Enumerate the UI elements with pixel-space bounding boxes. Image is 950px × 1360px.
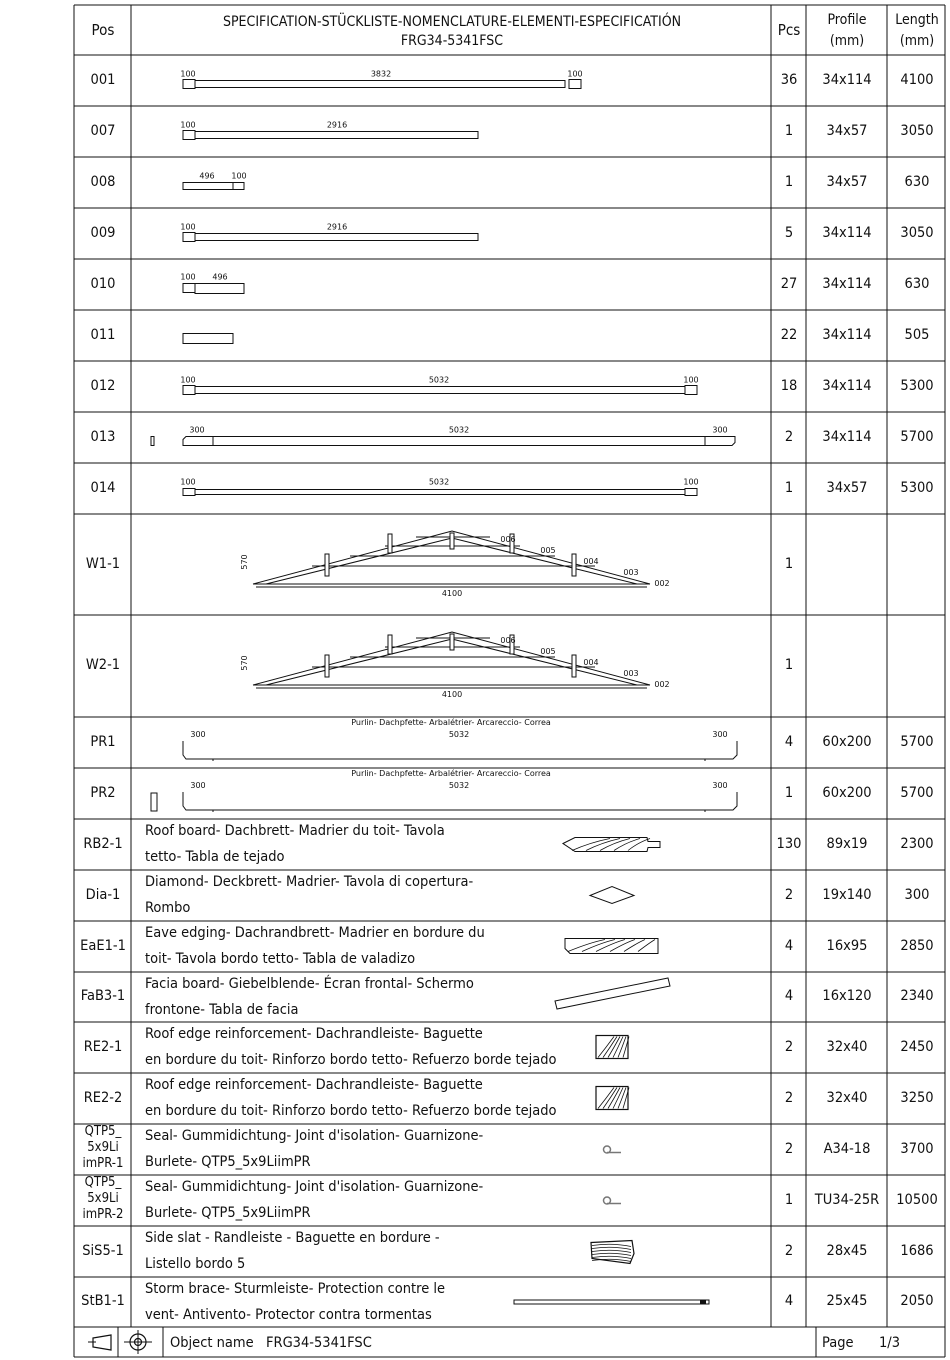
end-profile: [151, 437, 154, 446]
row-description-line: vent- Antivento- Protector contra tormentas: [145, 1307, 432, 1323]
row-pos: 010: [90, 275, 116, 292]
dim-label: 300: [189, 425, 205, 435]
row-pcs: 130: [776, 835, 802, 852]
part-bar: [183, 183, 233, 190]
row-profile: 19x140: [822, 886, 872, 903]
row-pcs: 4: [784, 937, 794, 954]
dim-label: 5032: [448, 781, 470, 790]
dim-label: 2916: [326, 120, 348, 130]
dim-label: 4100: [441, 690, 463, 699]
row-description-line: Seal- Gummidichtung- Joint d'isolation- Guarnizone-: [145, 1179, 484, 1195]
edge-reinforcement-profile-icon: [596, 1087, 629, 1110]
truss-part-label: 004: [583, 658, 599, 667]
row-profile: 89x19: [826, 835, 868, 852]
row-pos: 008: [90, 173, 116, 190]
dim-label: 100: [180, 375, 196, 385]
row-pcs: 2: [784, 1038, 794, 1055]
row-description-line: Listello bordo 5: [145, 1256, 246, 1272]
header-subtitle: FRG34-5341FSC: [400, 33, 504, 49]
header-pos: Pos: [91, 21, 115, 39]
row-pcs: 1: [784, 784, 794, 801]
row-pcs: 27: [780, 275, 798, 292]
row-profile: 34x114: [822, 326, 872, 343]
header-length: Length: [895, 12, 939, 28]
row-pos: PR2: [90, 784, 116, 801]
dim-label: 5032: [428, 375, 450, 385]
row-pos-line: imPR-1: [82, 1156, 124, 1171]
dim-label: 100: [567, 69, 583, 79]
edge-reinforcement-profile-icon: [596, 1036, 629, 1059]
page-number: 1/3: [879, 1335, 900, 1351]
row-pos-line: imPR-2: [82, 1207, 124, 1222]
row-pos: 007: [90, 122, 116, 139]
row-description-line: Burlete- QTP5_5x9LiimPR: [145, 1154, 311, 1170]
row-pos: StB1-1: [81, 1293, 125, 1309]
part-caption: Purlin- Dachpfette- Arbalétrier- Arcareccio- Correa: [351, 769, 551, 778]
row-profile: 60x200: [822, 784, 872, 801]
row-length: 3250: [900, 1089, 934, 1106]
dim-label: 300: [190, 730, 206, 739]
row-length: 5700: [900, 733, 934, 750]
page-label: Page: [822, 1335, 854, 1351]
row-pos: W1-1: [85, 555, 121, 572]
part-bar: [183, 334, 233, 344]
end-block: [183, 233, 195, 242]
row-profile: 34x114: [822, 224, 872, 241]
row-description-line: Side slat - Randleiste - Baguette en bordure -: [145, 1230, 440, 1246]
dim-label: 5032: [428, 477, 450, 487]
first-angle-projection-icon: [88, 1330, 152, 1354]
side-slat-profile-icon: [591, 1241, 634, 1264]
row-description-line: Roof board- Dachbrett- Madrier du toit- Tavola: [145, 823, 445, 839]
row-pcs: 5: [784, 224, 794, 241]
dim-label: 3832: [370, 69, 392, 79]
row-pcs: 1: [784, 122, 794, 139]
purlin-bar: [183, 741, 737, 759]
truss-part-label: 003: [623, 669, 639, 678]
row-pos: 014: [90, 479, 116, 496]
end-block: [685, 489, 697, 496]
row-profile: TU34-25R: [814, 1191, 880, 1208]
row-pos: SiS5-1: [82, 1242, 124, 1259]
row-profile: 34x57: [826, 479, 868, 496]
row-pos: 001: [90, 71, 116, 88]
part-bar: [195, 81, 565, 88]
end-block: [685, 386, 697, 395]
dim-label: 5032: [448, 730, 470, 739]
end-block: [183, 284, 195, 293]
dim-label: 100: [180, 477, 196, 487]
dim-label: 570: [240, 554, 249, 570]
storm-brace-icon: [514, 1300, 709, 1304]
row-profile: 32x40: [826, 1038, 868, 1055]
row-profile: 32x40: [826, 1089, 868, 1106]
truss-part-label: 002: [654, 680, 670, 689]
row-description-line: Diamond- Deckbrett- Madrier- Tavola di copertura-: [145, 874, 474, 890]
row-pcs: 18: [780, 377, 798, 394]
row-description-line: frontone- Tabla de facia: [145, 1002, 299, 1018]
dim-label: 300: [712, 730, 728, 739]
object-name-label: Object name: [170, 1335, 254, 1351]
row-pcs: 4: [784, 988, 794, 1004]
dim-label: 100: [180, 120, 196, 130]
truss-part-label: 005: [540, 546, 556, 555]
row-description-line: Storm brace- Sturmleiste- Protection contre le: [145, 1281, 446, 1297]
row-pcs: 2: [784, 1089, 794, 1106]
row-description-line: tetto- Tabla de tejado: [145, 849, 285, 865]
row-length: 3050: [900, 122, 934, 139]
row-pcs: 1: [784, 1191, 794, 1208]
row-pos: EaE1-1: [80, 937, 126, 954]
dim-label: 5032: [448, 425, 470, 435]
dim-label: 100: [231, 171, 247, 181]
row-description-line: Facia board- Giebelblende- Écran frontal- Schermo: [145, 976, 474, 992]
row-profile: 25x45: [826, 1293, 868, 1309]
row-description-line: en bordure du toit- Rinforzo bordo tetto- Refuerzo borde tejado: [145, 1103, 557, 1119]
row-description-line: Seal- Gummidichtung- Joint d'isolation- Guarnizone-: [145, 1128, 484, 1144]
row-profile: 34x114: [822, 275, 872, 292]
row-length: 2340: [900, 988, 934, 1004]
row-length: 5300: [900, 377, 934, 394]
dim-label: 100: [180, 272, 196, 282]
row-length: 3050: [900, 224, 934, 241]
row-pcs: 1: [784, 479, 794, 496]
row-description-line: toit- Tavola bordo tetto- Tabla de valadizo: [145, 951, 416, 967]
row-pos-line: QTP5_: [84, 1124, 122, 1139]
row-pcs: 4: [784, 1293, 794, 1309]
row-pcs: 2: [784, 428, 794, 445]
truss-part-label: 006: [500, 535, 516, 544]
row-description-line: Roof edge reinforcement- Dachrandleiste- Baguette: [145, 1077, 483, 1093]
row-pcs: 1: [784, 173, 794, 190]
row-pcs: 1: [784, 657, 794, 673]
header-pcs: Pcs: [777, 21, 801, 39]
row-pcs: 4: [784, 733, 794, 750]
row-length: 2300: [900, 835, 934, 852]
facia-board-icon: [555, 978, 670, 1009]
seal-profile-icon: [604, 1197, 622, 1204]
row-pos: RB2-1: [83, 835, 123, 852]
row-pos: FaB3-1: [80, 988, 126, 1004]
row-pcs: 2: [784, 886, 794, 903]
purlin-bar: [183, 792, 737, 810]
part-bar: [195, 387, 685, 394]
part-bar: [195, 132, 478, 139]
row-pos: 013: [90, 428, 116, 445]
row-length: 5700: [900, 428, 934, 445]
truss-part-label: 005: [540, 647, 556, 656]
end-block: [183, 489, 195, 496]
row-pos: W2-1: [85, 657, 121, 673]
part-bar: [213, 437, 705, 446]
row-description-line: Eave edging- Dachrandbrett- Madrier en bordure du: [145, 925, 485, 941]
row-description-line: en bordure du toit- Rinforzo bordo tetto- Refuerzo borde tejado: [145, 1052, 557, 1068]
dim-label: 100: [683, 375, 699, 385]
row-pos: RE2-1: [83, 1038, 123, 1055]
row-pcs: 2: [784, 1140, 794, 1157]
row-pos: Dia-1: [85, 886, 121, 903]
row-pos-line: 5x9Li: [87, 1191, 119, 1206]
row-length: 2850: [900, 937, 934, 954]
row-length: 630: [904, 173, 930, 190]
row-pos: 011: [90, 326, 116, 343]
row-description-line: Rombo: [145, 900, 191, 916]
part-caption: Purlin- Dachpfette- Arbalétrier- Arcareccio- Correa: [351, 718, 551, 727]
part-bar: [195, 234, 478, 241]
end-block: [233, 183, 244, 190]
row-profile: A34-18: [823, 1140, 871, 1157]
row-length: 2050: [900, 1293, 934, 1309]
dim-label: 100: [180, 222, 196, 232]
dim-label: 2916: [326, 222, 348, 232]
header-profile-unit: (mm): [829, 33, 865, 49]
end-block: [183, 386, 195, 395]
roof-board-profile-icon: [563, 838, 660, 852]
dim-label: 300: [190, 781, 206, 790]
dim-label: 496: [212, 272, 228, 282]
row-profile: 34x57: [826, 173, 868, 190]
seal-profile-icon: [604, 1146, 622, 1153]
row-pos-line: 5x9Li: [87, 1140, 119, 1155]
diamond-profile-icon: [590, 887, 634, 904]
row-length: 505: [904, 326, 930, 343]
row-pcs: 36: [780, 71, 798, 88]
row-length: 3700: [900, 1140, 934, 1157]
object-name-value: FRG34-5341FSC: [266, 1335, 372, 1351]
header-profile: Profile: [827, 12, 867, 28]
part-end: [705, 437, 735, 446]
dim-label: 4100: [441, 589, 463, 598]
row-profile: 16x120: [822, 988, 872, 1004]
row-pos: 012: [90, 377, 116, 394]
row-length: 10500: [896, 1191, 938, 1208]
row-pos: RE2-2: [83, 1089, 123, 1106]
row-description-line: Burlete- QTP5_5x9LiimPR: [145, 1205, 311, 1221]
end-profile: [151, 793, 157, 811]
row-profile: 28x45: [826, 1242, 868, 1259]
truss-part-label: 004: [583, 557, 599, 566]
row-length: 5300: [900, 479, 934, 496]
header-length-unit: (mm): [899, 33, 935, 49]
truss-part-label: 003: [623, 568, 639, 577]
end-block: [183, 131, 195, 140]
row-profile: 60x200: [822, 733, 872, 750]
part-end: [183, 437, 213, 446]
dim-label: 300: [712, 425, 728, 435]
dim-label: 300: [712, 781, 728, 790]
eave-edging-profile-icon: [565, 939, 658, 954]
dim-label: 570: [240, 655, 249, 671]
header-title: SPECIFICATION-STÜCKLISTE-NOMENCLATURE-ELEMENTI-ESPECIFICATIÓN: [222, 14, 682, 30]
truss-part-label: 002: [654, 579, 670, 588]
row-length: 300: [904, 886, 930, 903]
row-length: 5700: [900, 784, 934, 801]
truss-part-label: 006: [500, 636, 516, 645]
row-length: 1686: [900, 1242, 934, 1259]
row-pcs: 22: [780, 326, 798, 343]
part-bar: [195, 490, 685, 495]
row-length: 630: [904, 275, 930, 292]
row-length: 4100: [900, 71, 934, 88]
row-pos: PR1: [90, 733, 116, 750]
row-profile: 34x114: [822, 428, 872, 445]
dim-label: 100: [683, 477, 699, 487]
row-profile: 16x95: [826, 937, 868, 954]
row-description-line: Roof edge reinforcement- Dachrandleiste- Baguette: [145, 1026, 483, 1042]
row-length: 2450: [900, 1038, 934, 1055]
row-pcs: 1: [784, 555, 794, 572]
row-pcs: 2: [784, 1242, 794, 1259]
row-profile: 34x114: [822, 377, 872, 394]
end-block: [569, 80, 581, 89]
row-profile: 34x57: [826, 122, 868, 139]
end-block: [183, 80, 195, 89]
part-bar: [195, 284, 244, 294]
dim-label: 100: [180, 69, 196, 79]
row-profile: 34x114: [822, 71, 872, 88]
row-pos-line: QTP5_: [84, 1175, 122, 1190]
row-pos: 009: [90, 224, 116, 241]
dim-label: 496: [199, 171, 215, 181]
